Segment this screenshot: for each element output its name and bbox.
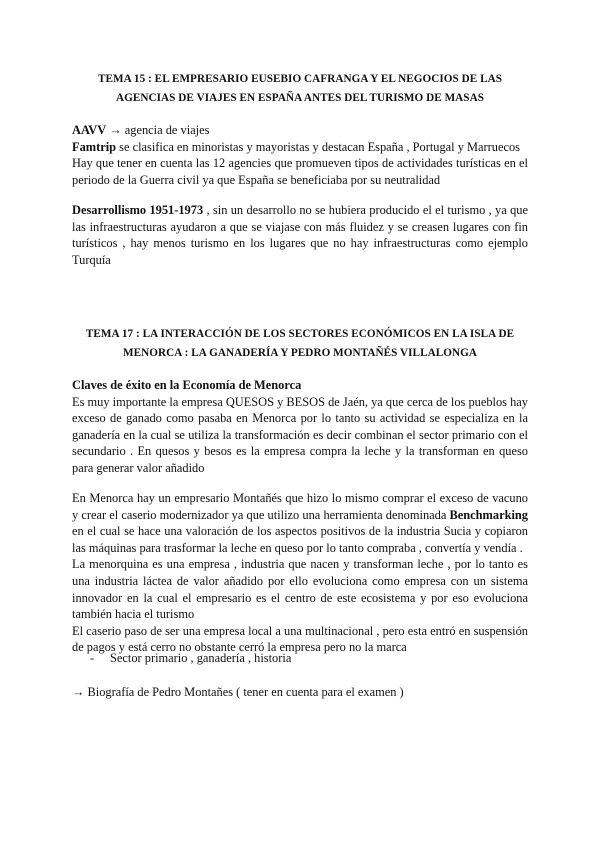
aavv-term: AAVV	[72, 123, 107, 137]
menorca-text-b: en el cual se hace una valoración de los aspectos positivos de la industria Sucia y copiaron las máquinas para trasformar la leche en queso por lo tanto compraba , convertía y vendía .	[72, 524, 528, 555]
biografia-block	[72, 684, 528, 701]
biografia-line: → Biografía de Pedro Montañes ( tener en cuenta para el examen )	[72, 685, 404, 699]
menorquina-paragraph: La menorquina es una empresa , industria que nacen y transforman leche , por lo tanto es una industria láctea de valor añadido por ello evoluciona como empresa con un sistema innovador en la cual el empresario es el centro de este ecosistema y por eso evoluciona también hacia el turismo	[72, 557, 528, 622]
bullet-text: Sector primario , ganadería , historia	[110, 651, 292, 665]
menorca-block	[72, 490, 528, 656]
claves-block	[72, 377, 528, 477]
desarrollismo-term: Desarrollismo 1951-1973	[72, 203, 204, 217]
menorca-text-a: En Menorca hay un empresario Montañés que hizo lo mismo comprar el exceso de vacuno y crear el caserio modernizador ya que utilizo una herramienta denominada	[72, 491, 528, 522]
aavv-definition: → agencia de viajes	[106, 123, 210, 137]
famtrip-line	[72, 139, 528, 156]
aavv-line	[72, 122, 528, 139]
bullet-dash: -	[90, 651, 95, 665]
benchmarking-term: Benchmarking	[449, 507, 528, 522]
tema15-title: TEMA 15 : EL EMPRESARIO EUSEBIO CAFRANGA Y EL NEGOCIOS DE LAS AGENCIAS DE VIAJES EN ESPAÑA ANTES DEL TURISMO DE MASAS	[97, 73, 503, 104]
famtrip-definition: se clasifica en minoristas y mayoristas y destacan España , Portugal y Marruecos	[116, 139, 521, 154]
bullet-item	[90, 650, 291, 667]
tema15-intro	[72, 122, 528, 188]
desarrollismo-text: , sin un desarrollo no se hubiera producido el el turismo , ya que las infraestructuras ayudaron a que se viajase con más fluidez y se creasen lugares con fin turísticos , hay menos turismo en los lugares que no hay infraestructuras como ejemplo Turquía	[72, 203, 528, 267]
tema17-title: TEMA 17 : LA INTERACCIÓN DE LOS SECTORES ECONÓMICOS EN LA ISLA DE MENORCA : LA GANADERÍA Y PEDRO MONTAÑÉS VILLALONGA	[85, 328, 515, 359]
agencias-paragraph: Hay que tener en cuenta las 12 agencies que promueven tipos de actividades turísticas en el periodo de la Guerra civil ya que España se beneficiaba por su neutralidad	[72, 156, 528, 187]
desarrollismo-paragraph	[72, 202, 528, 268]
menorca-paragraph	[72, 490, 528, 556]
desarrollismo-block	[72, 202, 528, 268]
famtrip-term: Famtrip	[72, 139, 117, 154]
caserio-paragraph: El caserio paso de ser una empresa local a una multinacional , pero esta entró en suspensión de pagos y está cerro no obstante cerró la empresa pero no la marca	[72, 623, 528, 655]
claves-paragraph: Es muy importante la empresa QUESOS y BESOS de Jaén, ya que cerca de los pueblos hay exceso de ganado como pasaba en Menorca por lo tanto su actividad se especializa en la ganadería en la cual se utiliza la transformación es decir combinan el sector primario con el secundario . En quesos y besos es la empresa compra la leche y la transforman en queso para generar valor añadido	[72, 394, 528, 475]
claves-heading: Claves de éxito en la Economía de Menorca	[72, 378, 302, 392]
